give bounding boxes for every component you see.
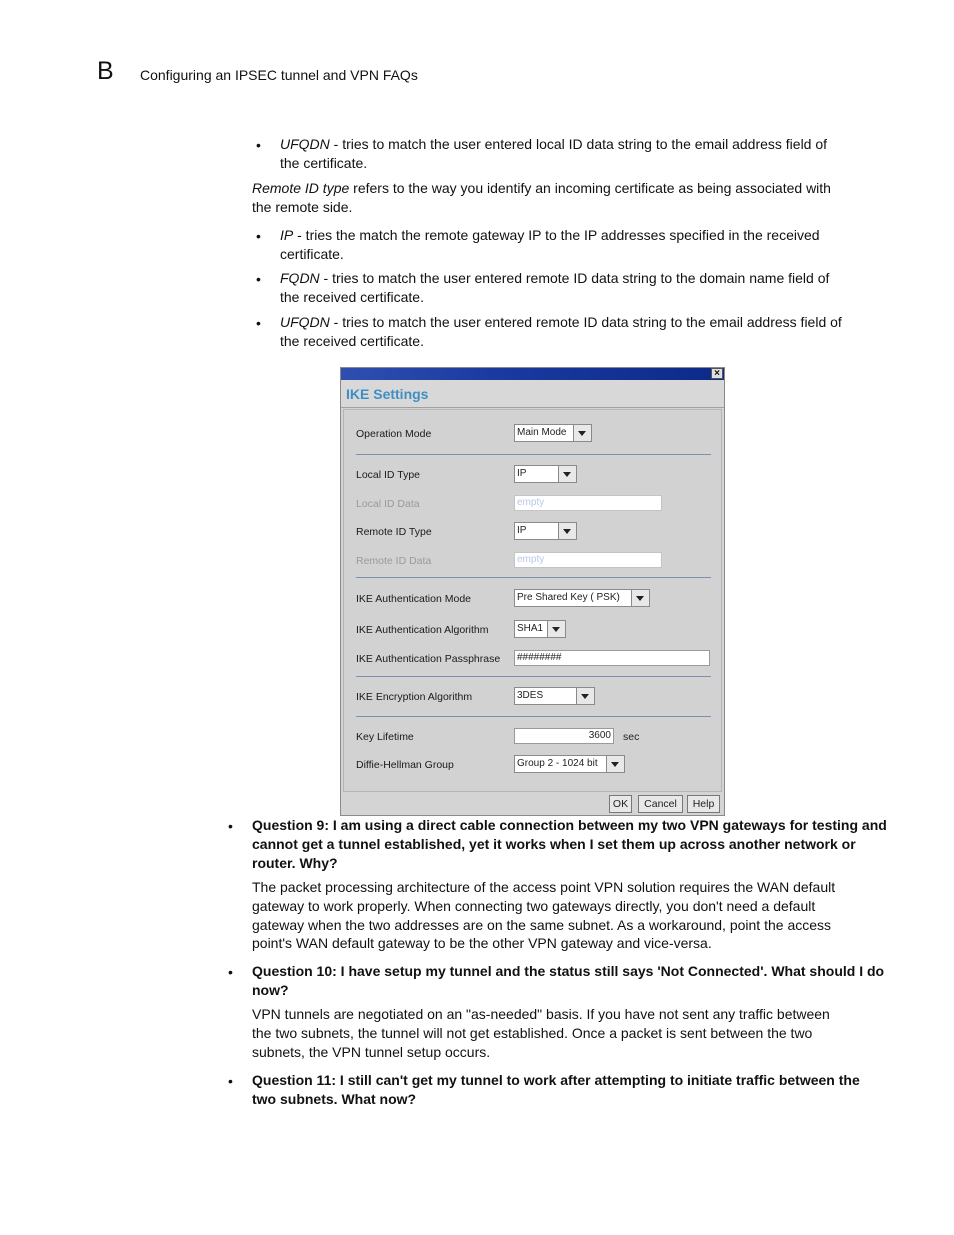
ike-settings-dialog	[340, 367, 725, 816]
chevron-down-icon[interactable]	[547, 621, 565, 637]
remote-ufqdn-item	[280, 313, 880, 351]
para-text: refers to the way you identify an incoming certificate as being associated with	[349, 180, 831, 196]
auth-algorithm-label: IKE Authentication Algorithm	[356, 624, 489, 636]
faq-answer-10	[252, 1005, 892, 1061]
question-line: router. Why?	[252, 854, 338, 871]
auth-passphrase-field[interactable]: ########	[514, 650, 710, 666]
chapter-letter: B	[97, 57, 114, 85]
ok-button[interactable]: OK	[609, 795, 632, 813]
key-lifetime-unit: sec	[623, 731, 640, 743]
bullet-dot: •	[228, 818, 233, 834]
selected-value: SHA1	[517, 623, 544, 634]
remote-ip-item	[280, 226, 880, 264]
local-id-type-label: Local ID Type	[356, 469, 421, 481]
answer-line: The packet processing architecture of the access point VPN solution requires the WAN default	[252, 879, 836, 895]
item-text: - tries to match the user entered remote ID data string to the domain name field of	[319, 270, 830, 286]
term: UFQDN	[280, 136, 330, 152]
question-line: Question 11: I still can't get my tunnel to work after attempting to initiate traffic between the	[252, 1072, 860, 1088]
local-id-type-select[interactable]	[514, 465, 577, 483]
bullet-dot: •	[256, 271, 261, 287]
item-text: - tries to match the user entered remote ID data string to the email address field of	[329, 314, 842, 330]
item-text-cont: certificate.	[280, 245, 344, 262]
auth-algorithm-select[interactable]	[514, 620, 566, 638]
item-text-cont: the certificate.	[280, 154, 368, 171]
bullet-dot: •	[256, 315, 261, 331]
auth-passphrase-label: IKE Authentication Passphrase	[356, 653, 501, 665]
dh-group-select[interactable]	[514, 755, 625, 773]
question-line: cannot get a tunnel established, yet it works when I set them up across another network or	[252, 835, 856, 852]
chevron-down-icon[interactable]	[631, 590, 649, 606]
question-line: Question 9: I am using a direct cable connection between my two VPN gateways for testing and	[252, 817, 887, 833]
local-ufqdn-item	[280, 135, 880, 173]
question-line: now?	[252, 981, 289, 998]
selected-value: 3DES	[517, 690, 544, 701]
question-line: Question 10: I have setup my tunnel and the status still says 'Not Connected'. What should I do	[252, 963, 885, 979]
remote-id-type-select[interactable]	[514, 522, 577, 540]
chevron-down-icon[interactable]	[558, 466, 576, 482]
term: Remote ID type	[252, 180, 350, 196]
divider	[356, 454, 711, 455]
chapter-title: Configuring an IPSEC tunnel and VPN FAQs	[140, 67, 418, 83]
term: IP	[280, 227, 294, 243]
bullet-dot: •	[256, 137, 261, 153]
faq-question-11	[252, 1071, 892, 1109]
question-line: two subnets. What now?	[252, 1090, 417, 1107]
dialog-titlebar	[341, 368, 724, 380]
term: UFQDN	[280, 314, 330, 330]
remote-fqdn-item	[280, 269, 880, 307]
bullet-dot: •	[228, 964, 233, 980]
selected-value: Pre Shared Key ( PSK)	[517, 592, 620, 603]
operation-mode-label: Operation Mode	[356, 428, 432, 440]
faq-question-9	[252, 816, 892, 872]
chevron-down-icon[interactable]	[576, 688, 594, 704]
chevron-down-icon[interactable]	[558, 523, 576, 539]
chevron-down-icon[interactable]	[573, 425, 591, 441]
answer-line: gateway when the two addresses are on the same subnet. As a workaround, point the access	[252, 916, 832, 933]
divider	[356, 577, 711, 578]
dialog-header	[341, 380, 724, 408]
bullet-dot: •	[256, 228, 261, 244]
selected-value: IP	[517, 468, 527, 479]
faq-answer-9	[252, 878, 892, 953]
dh-group-label: Diffie-Hellman Group	[356, 759, 454, 771]
item-text: - tries the match the remote gateway IP to the IP addresses specified in the received	[293, 227, 820, 243]
remote-id-data-field[interactable]: empty	[514, 552, 662, 568]
item-text-cont: the received certificate.	[280, 332, 424, 349]
key-lifetime-label: Key Lifetime	[356, 731, 414, 743]
close-icon[interactable]: ×	[711, 368, 723, 379]
help-button[interactable]: Help	[687, 795, 720, 813]
auth-mode-select[interactable]	[514, 589, 650, 607]
local-id-data-field[interactable]: empty	[514, 495, 662, 511]
selected-value: IP	[517, 525, 527, 536]
remote-id-data-label: Remote ID Data	[356, 555, 432, 567]
key-lifetime-field[interactable]: 3600	[514, 728, 614, 744]
answer-line: subnets, the VPN tunnel setup occurs.	[252, 1043, 491, 1060]
operation-mode-select[interactable]	[514, 424, 592, 442]
divider	[356, 716, 711, 717]
encryption-algorithm-label: IKE Encryption Algorithm	[356, 691, 473, 703]
divider	[356, 676, 711, 677]
item-text: - tries to match the user entered local ID data string to the email address field of	[329, 136, 828, 152]
chevron-down-icon[interactable]	[606, 756, 624, 772]
auth-mode-label: IKE Authentication Mode	[356, 593, 471, 605]
cancel-button[interactable]: Cancel	[638, 795, 683, 813]
dialog-heading: IKE Settings	[346, 386, 429, 402]
local-id-data-label: Local ID Data	[356, 498, 420, 510]
item-text-cont: the received certificate.	[280, 288, 424, 305]
para-text-cont: the remote side.	[252, 198, 353, 215]
answer-line: VPN tunnels are negotiated on an "as-needed" basis. If you have not sent any traffic between	[252, 1006, 830, 1022]
encryption-algorithm-select[interactable]	[514, 687, 595, 705]
answer-line: the two subnets, the tunnel will not get established. Once a packet is sent between the two	[252, 1024, 813, 1041]
faq-question-10	[252, 962, 892, 1000]
remote-id-type-label: Remote ID Type	[356, 526, 432, 538]
term: FQDN	[280, 270, 320, 286]
answer-line: gateway to work properly. When connecting two gateways directly, you don't need a default	[252, 897, 816, 914]
selected-value: Group 2 - 1024 bit	[517, 758, 598, 769]
bullet-dot: •	[228, 1073, 233, 1089]
selected-value: Main Mode	[517, 427, 567, 438]
remote-id-type-paragraph	[252, 179, 882, 217]
answer-line: point's WAN default gateway to be the other VPN gateway and vice-versa.	[252, 935, 712, 952]
